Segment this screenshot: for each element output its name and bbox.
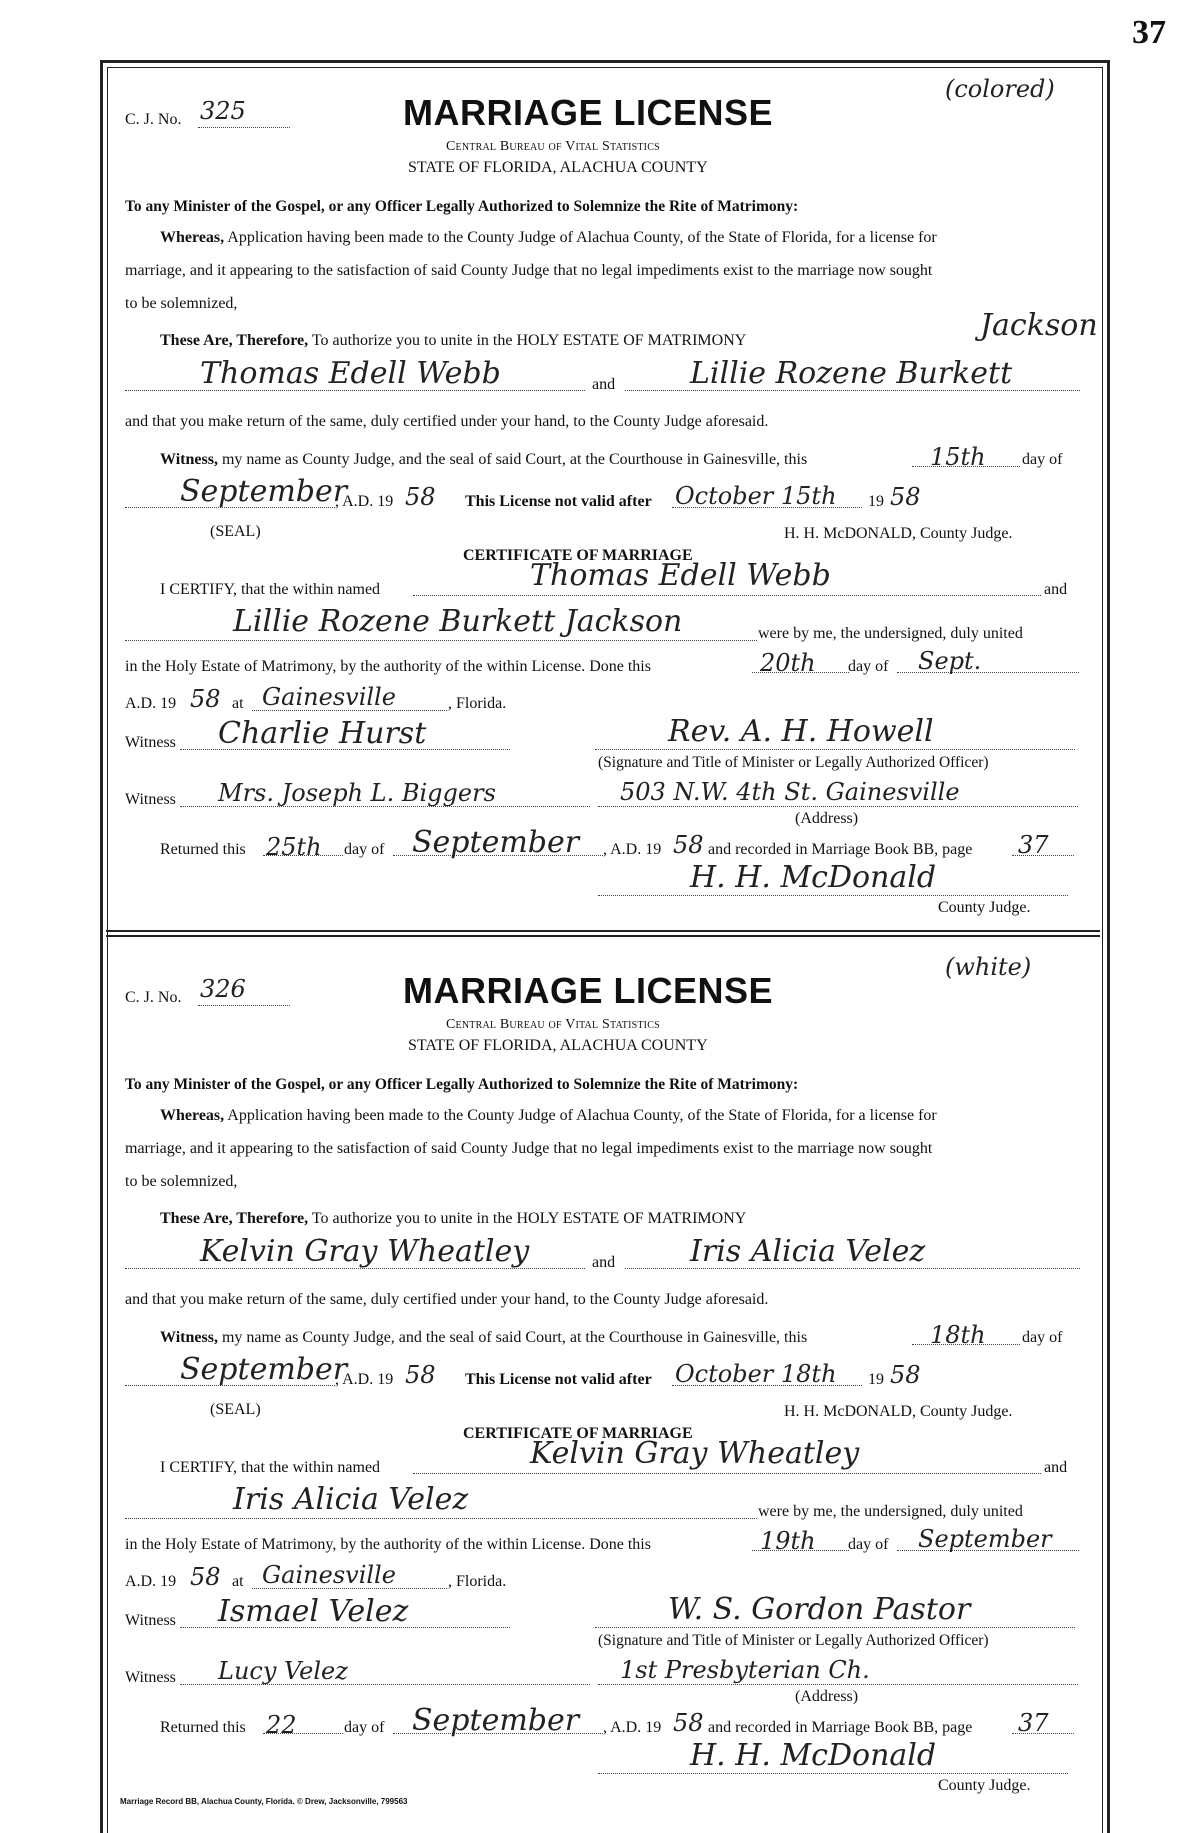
bride-name: Lillie Rozene Burkett (690, 356, 1013, 391)
valid-until: October 15th (675, 482, 837, 510)
whereas-line-3: to be solemnized, (125, 295, 238, 312)
cert-groom: Thomas Edell Webb (530, 558, 831, 593)
witness-year: 58 (405, 1361, 436, 1389)
certify-label: I CERTIFY, that the within named (160, 581, 381, 598)
sig-title-label: (Signature and Title of Minister or Legally Authorized Officer) (598, 754, 989, 771)
address-label: (Address) (795, 1688, 859, 1705)
these-are-text: To authorize you to unite in the HOLY ESTATE OF MATRIMONY (311, 332, 747, 349)
day-of-label: day of (1022, 1329, 1063, 1346)
valid-year: 58 (890, 1361, 921, 1389)
these-are-line (160, 331, 746, 351)
returned-day-of-label: day of (344, 1719, 385, 1736)
cj-label: C. J. No. (125, 111, 182, 128)
seal-label: (SEAL) (210, 523, 261, 540)
done-ad-label: A.D. 19 (125, 695, 177, 712)
seal-label: (SEAL) (210, 1401, 261, 1418)
bride-name: Iris Alicia Velez (690, 1234, 926, 1269)
officiant-address: 1st Presbyterian Ch. (620, 1656, 870, 1684)
whereas-line-3: to be solemnized, (125, 1173, 238, 1190)
valid-until: October 18th (675, 1360, 837, 1388)
cert-title: CERTIFICATE OF MARRIAGE (463, 547, 693, 564)
form-title: MARRIAGE LICENSE (403, 970, 774, 1011)
county-judge-label: County Judge. (938, 1777, 1031, 1794)
valid-19-label: 19 (868, 1371, 884, 1388)
race-note: (white) (945, 953, 1032, 981)
at-label: at (232, 695, 244, 712)
cert-bride-line (125, 1518, 757, 1519)
witness-2: Lucy Velez (218, 1657, 348, 1685)
were-by-me-label: were by me, the undersigned, duly united (758, 1503, 1023, 1520)
returned-day-of-label: day of (344, 841, 385, 858)
place: Gainesville (262, 1561, 396, 1589)
recorded-label: and recorded in Marriage Book BB, page (708, 841, 973, 858)
address-label: (Address) (795, 810, 859, 827)
cj-number: 325 (200, 97, 246, 125)
witness-2: Mrs. Joseph L. Biggers (218, 779, 496, 807)
officiant-line (595, 1627, 1075, 1628)
florida-label: , Florida. (448, 695, 507, 712)
cj-label: C. J. No. (125, 989, 182, 1006)
witness-year: 58 (405, 483, 436, 511)
cj-number-line (198, 127, 290, 128)
day-of-label: day of (1022, 451, 1063, 468)
witness-1: Charlie Hurst (218, 716, 427, 751)
not-valid-label: This License not valid after (465, 1371, 652, 1388)
state-line: STATE OF FLORIDA, ALACHUA COUNTY (408, 159, 708, 176)
returned-label: Returned this (160, 1719, 246, 1736)
at-label: at (232, 1573, 244, 1590)
done-day: 20th (760, 649, 816, 677)
state-line: STATE OF FLORIDA, ALACHUA COUNTY (408, 1037, 708, 1054)
witness-month: September (180, 1352, 348, 1387)
judge-signature-line (598, 1773, 1068, 1774)
officiant-address-line (598, 806, 1078, 807)
whereas-lead: Whereas, (160, 1107, 225, 1124)
these-are-lead: These Are, Therefore, (160, 332, 309, 349)
witness-text: my name as County Judge, and the seal of said Court, at the Courthouse in Gainesville, this (221, 1329, 808, 1346)
witness-month: September (180, 474, 348, 509)
cert-groom-line (413, 595, 1041, 596)
recorded-label: and recorded in Marriage Book BB, page (708, 1719, 973, 1736)
whereas-line-2: marriage, and it appearing to the satisfaction of said County Judge that no legal impediments exist to the marriage now sought (125, 1140, 933, 1157)
judge-signature-line (598, 895, 1068, 896)
returned-ad-label: , A.D. 19 (603, 1719, 662, 1736)
returned-month: September (412, 1703, 580, 1738)
cert-title: CERTIFICATE OF MARRIAGE (463, 1425, 693, 1442)
witness-lead: Witness, (160, 1329, 218, 1346)
salutation: To any Minister of the Gospel, or any Officer Legally Authorized to Solemnize the Rite of Matrimony: (125, 198, 799, 215)
returned-year: 58 (673, 1709, 704, 1737)
cert-groom: Kelvin Gray Wheatley (530, 1436, 860, 1471)
ad-label: , A.D. 19 (335, 1371, 394, 1388)
witness-1: Ismael Velez (218, 1594, 409, 1629)
done-year: 58 (190, 1563, 221, 1591)
returned-day: 22 (266, 1711, 297, 1739)
witness-day: 15th (930, 443, 986, 471)
witness-1-label: Witness (125, 1612, 176, 1629)
returned-month: September (412, 825, 580, 860)
cert-bride: Iris Alicia Velez (233, 1482, 469, 1517)
whereas-line-1 (160, 1106, 937, 1126)
and-label: and (592, 1254, 616, 1271)
county-judge-label: County Judge. (938, 899, 1031, 916)
officiant-address: 503 N.W. 4th St. Gainesville (620, 778, 960, 806)
return-line: and that you make return of the same, duly certified under your hand, to the County Judge aforesaid. (125, 413, 769, 430)
sig-title-label: (Signature and Title of Minister or Legally Authorized Officer) (598, 1632, 989, 1649)
witness-lead: Witness, (160, 451, 218, 468)
page-border (100, 60, 1110, 1833)
judge-signature: H. H. McDonald (690, 860, 937, 895)
returned-year: 58 (673, 831, 704, 859)
cj-number-line (198, 1005, 290, 1006)
done-year: 58 (190, 685, 221, 713)
printer-footer: Marriage Record BB, Alachua County, Florida. © Drew, Jacksonville, 799563 (120, 1797, 408, 1806)
return-line: and that you make return of the same, duly certified under your hand, to the County Judge aforesaid. (125, 1291, 769, 1308)
cert-and-label: and (1044, 581, 1068, 598)
done-month: September (918, 1525, 1052, 1553)
valid-year: 58 (890, 483, 921, 511)
not-valid-label: This License not valid after (465, 493, 652, 510)
record-divider (106, 930, 1100, 937)
returned-day: 25th (266, 833, 322, 861)
officiant-signature: Rev. A. H. Howell (668, 714, 934, 749)
officiant-line (595, 749, 1075, 750)
witness-day: 18th (930, 1321, 986, 1349)
whereas-line-1 (160, 228, 937, 248)
form-title: MARRIAGE LICENSE (403, 92, 774, 133)
these-are-line (160, 1209, 746, 1229)
cert-bride-line (125, 640, 757, 641)
witness-1-label: Witness (125, 734, 176, 751)
and-label: and (592, 376, 616, 393)
place: Gainesville (262, 683, 396, 711)
certify-label: I CERTIFY, that the within named (160, 1459, 381, 1476)
bride-name-extra: Jackson (980, 308, 1098, 343)
whereas-lead: Whereas, (160, 229, 225, 246)
done-month: Sept. (918, 647, 982, 675)
witness-2-label: Witness (125, 1669, 176, 1686)
book-page: 37 (1018, 831, 1049, 859)
these-are-lead: These Are, Therefore, (160, 1210, 309, 1227)
holy-estate-label: in the Holy Estate of Matrimony, by the authority of the within License. Done this (125, 1536, 651, 1553)
salutation: To any Minister of the Gospel, or any Officer Legally Authorized to Solemnize the Rite of Matrimony: (125, 1076, 799, 1093)
holy-estate-label: in the Holy Estate of Matrimony, by the authority of the within License. Done this (125, 658, 651, 675)
returned-ad-label: , A.D. 19 (603, 841, 662, 858)
groom-name: Thomas Edell Webb (200, 356, 501, 391)
done-ad-label: A.D. 19 (125, 1573, 177, 1590)
were-by-me-label: were by me, the undersigned, duly united (758, 625, 1023, 642)
done-day-of-label: day of (848, 658, 889, 675)
done-day-of-label: day of (848, 1536, 889, 1553)
cj-number: 326 (200, 975, 246, 1003)
witness-text: my name as County Judge, and the seal of said Court, at the Courthouse in Gainesville, this (221, 451, 808, 468)
done-day: 19th (760, 1527, 816, 1555)
witness-clause (160, 1328, 807, 1348)
book-page: 37 (1018, 1709, 1049, 1737)
florida-label: , Florida. (448, 1573, 507, 1590)
valid-19-label: 19 (868, 493, 884, 510)
cert-and-label: and (1044, 1459, 1068, 1476)
witness-2-label: Witness (125, 791, 176, 808)
whereas-text-1: Application having been made to the County Judge of Alachua County, of the State of Florida, for a license for (227, 1107, 937, 1124)
cert-groom-line (413, 1473, 1041, 1474)
bureau-line: Central Bureau of Vital Statistics (446, 1017, 660, 1032)
judge-printed: H. H. McDONALD, County Judge. (784, 1403, 1013, 1420)
witness-clause (160, 450, 807, 470)
these-are-text: To authorize you to unite in the HOLY ESTATE OF MATRIMONY (311, 1210, 747, 1227)
bureau-line: Central Bureau of Vital Statistics (446, 139, 660, 154)
cert-bride: Lillie Rozene Burkett Jackson (233, 604, 683, 639)
officiant-signature: W. S. Gordon Pastor (668, 1592, 971, 1627)
officiant-address-line (598, 1684, 1078, 1685)
judge-signature: H. H. McDonald (690, 1738, 937, 1773)
groom-name: Kelvin Gray Wheatley (200, 1234, 530, 1269)
returned-label: Returned this (160, 841, 246, 858)
judge-printed: H. H. McDONALD, County Judge. (784, 525, 1013, 542)
whereas-line-2: marriage, and it appearing to the satisfaction of said County Judge that no legal impediments exist to the marriage now sought (125, 262, 933, 279)
page-number: 37 (1132, 14, 1166, 51)
whereas-text-1: Application having been made to the County Judge of Alachua County, of the State of Florida, for a license for (227, 229, 937, 246)
ad-label: , A.D. 19 (335, 493, 394, 510)
race-note: (colored) (945, 75, 1055, 103)
